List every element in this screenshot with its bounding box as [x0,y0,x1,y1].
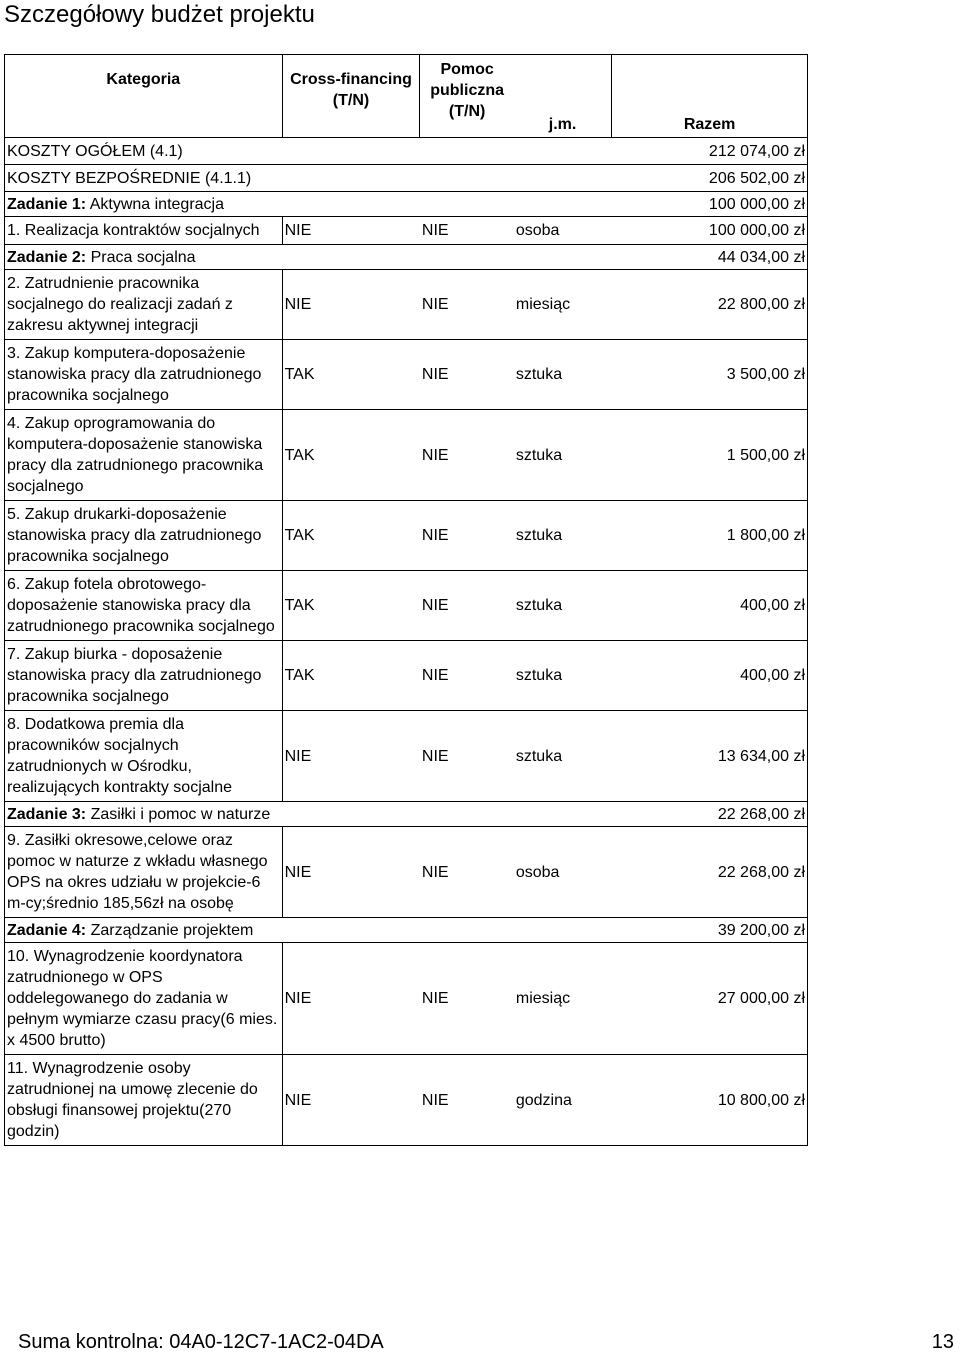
item-razem: 400,00 zł [612,571,808,641]
task-row [5,192,808,217]
item-razem: 22 800,00 zł [612,270,808,340]
task-razem: 100 000,00 zł [612,192,808,217]
page-title: Szczegółowy budżet projektu [4,1,315,28]
header-cross-financing-line1: Cross-financing [290,71,412,88]
item-category: 5. Zakup drukarki-doposażenie stanowiska pracy dla zatrudnionego pracownika socjalnego [5,501,283,571]
table-row [5,270,808,340]
table-row [5,641,808,711]
item-jm: godzina [514,1055,612,1146]
table-row [5,827,808,918]
table-row [5,571,808,641]
item-cross-financing: NIE [282,827,420,918]
item-razem: 3 500,00 zł [612,340,808,410]
summary-razem: 212 074,00 zł [612,138,808,165]
summary-label: KOSZTY OGÓŁEM (4.1) [5,138,612,165]
item-razem: 400,00 zł [612,641,808,711]
item-category: 2. Zatrudnienie pracownika socjalnego do realizacji zadań z zakresu aktywnej integracji [5,270,283,340]
item-pomoc-publiczna: NIE [420,571,514,641]
item-category: 1. Realizacja kontraktów socjalnych [5,217,283,245]
task-name: Aktywna integracja [89,195,224,213]
item-cross-financing: NIE [282,943,420,1055]
header-cross-financing-line2: (T/N) [332,92,370,109]
item-jm: osoba [514,217,612,245]
item-jm: miesiąc [514,270,612,340]
task-razem: 39 200,00 zł [612,918,808,943]
item-category: 7. Zakup biurka - doposażenie stanowiska pracy dla zatrudnionego pracownika socjalnego [5,641,283,711]
item-jm: miesiąc [514,943,612,1055]
item-razem: 1 500,00 zł [612,410,808,501]
table-row [5,217,808,245]
task-label [5,192,612,217]
item-pomoc-publiczna: NIE [420,711,514,802]
item-category: 3. Zakup komputera-doposażenie stanowiska pracy dla zatrudnionego pracownika socjalnego [5,340,283,410]
header-cross-financing [282,55,420,138]
item-category: 9. Zasiłki okresowe,celowe oraz pomoc w naturze z wkładu własnego OPS na okres udziału w projekcie-6 m-cy;średnio 185,56zł na osobę [5,827,283,918]
task-name: Zarządzanie projektem [90,921,254,939]
header-pomoc-publiczna [420,55,514,138]
summary-row [5,138,808,165]
item-pomoc-publiczna: NIE [420,270,514,340]
item-cross-financing: TAK [282,410,420,501]
task-prefix: Zadanie 1: [7,195,87,213]
item-category: 10. Wynagrodzenie koordynatora zatrudnionego w OPS oddelegowanego do zadania w pełnym wymiarze czasu pracy(6 mies. x 4500 brutto) [5,943,283,1055]
item-category: 8. Dodatkowa premia dla pracowników socjalnych zatrudnionych w Ośrodku, realizujących kontrakty socjalne [5,711,283,802]
header-jm: j.m. [514,55,612,138]
item-jm: osoba [514,827,612,918]
task-prefix: Zadanie 4: [7,921,87,939]
item-pomoc-publiczna: NIE [420,641,514,711]
table-row [5,943,808,1055]
item-pomoc-publiczna: NIE [420,217,514,245]
task-prefix: Zadanie 3: [7,805,87,823]
table-row [5,410,808,501]
item-cross-financing: NIE [282,711,420,802]
page-number: 13 [931,1331,954,1353]
task-row [5,245,808,270]
item-razem: 1 800,00 zł [612,501,808,571]
item-category: 11. Wynagrodzenie osoby zatrudnionej na umowę zlecenie do obsługi finansowej projektu(270 godzin) [5,1055,283,1146]
table-row [5,1055,808,1146]
task-name: Zasiłki i pomoc w naturze [90,805,271,823]
item-pomoc-publiczna: NIE [420,410,514,501]
item-jm: sztuka [514,501,612,571]
item-jm: sztuka [514,711,612,802]
header-pomoc-line2: publiczna [430,82,505,99]
task-label [5,918,612,943]
item-pomoc-publiczna: NIE [420,340,514,410]
summary-row [5,165,808,192]
item-jm: sztuka [514,340,612,410]
header-pomoc-line3: (T/N) [448,103,486,120]
item-razem: 22 268,00 zł [612,827,808,918]
task-label [5,245,612,270]
item-pomoc-publiczna: NIE [420,501,514,571]
table-body [5,138,808,1146]
item-pomoc-publiczna: NIE [420,1055,514,1146]
item-pomoc-publiczna: NIE [420,943,514,1055]
header-razem: Razem [612,55,808,138]
item-cross-financing: TAK [282,340,420,410]
item-razem: 27 000,00 zł [612,943,808,1055]
item-pomoc-publiczna: NIE [420,827,514,918]
table-row [5,340,808,410]
item-cross-financing: TAK [282,571,420,641]
task-razem: 22 268,00 zł [612,802,808,827]
item-razem: 13 634,00 zł [612,711,808,802]
item-razem: 10 800,00 zł [612,1055,808,1146]
task-prefix: Zadanie 2: [7,248,87,266]
item-razem: 100 000,00 zł [612,217,808,245]
summary-razem: 206 502,00 zł [612,165,808,192]
item-jm: sztuka [514,571,612,641]
table-header-row [5,55,808,138]
task-razem: 44 034,00 zł [612,245,808,270]
task-label [5,802,612,827]
item-category: 4. Zakup oprogramowania do komputera-doposażenie stanowiska pracy dla zatrudnionego pracownika socjalnego [5,410,283,501]
header-kategoria: Kategoria [5,55,283,138]
footer-checksum: Suma kontrolna: 04A0-12C7-1AC2-04DA [18,1331,384,1353]
item-cross-financing: TAK [282,641,420,711]
table-row [5,711,808,802]
item-jm: sztuka [514,641,612,711]
header-pomoc-line1: Pomoc [440,61,494,78]
item-cross-financing: NIE [282,217,420,245]
item-category: 6. Zakup fotela obrotowego-doposażenie stanowiska pracy dla zatrudnionego pracownika socjalnego [5,571,283,641]
item-cross-financing: NIE [282,270,420,340]
task-name: Praca socjalna [90,248,196,266]
budget-table [4,54,808,1146]
task-row [5,918,808,943]
item-cross-financing: NIE [282,1055,420,1146]
item-jm: sztuka [514,410,612,501]
table-row [5,501,808,571]
summary-label: KOSZTY BEZPOŚREDNIE (4.1.1) [5,165,612,192]
task-row [5,802,808,827]
item-cross-financing: TAK [282,501,420,571]
